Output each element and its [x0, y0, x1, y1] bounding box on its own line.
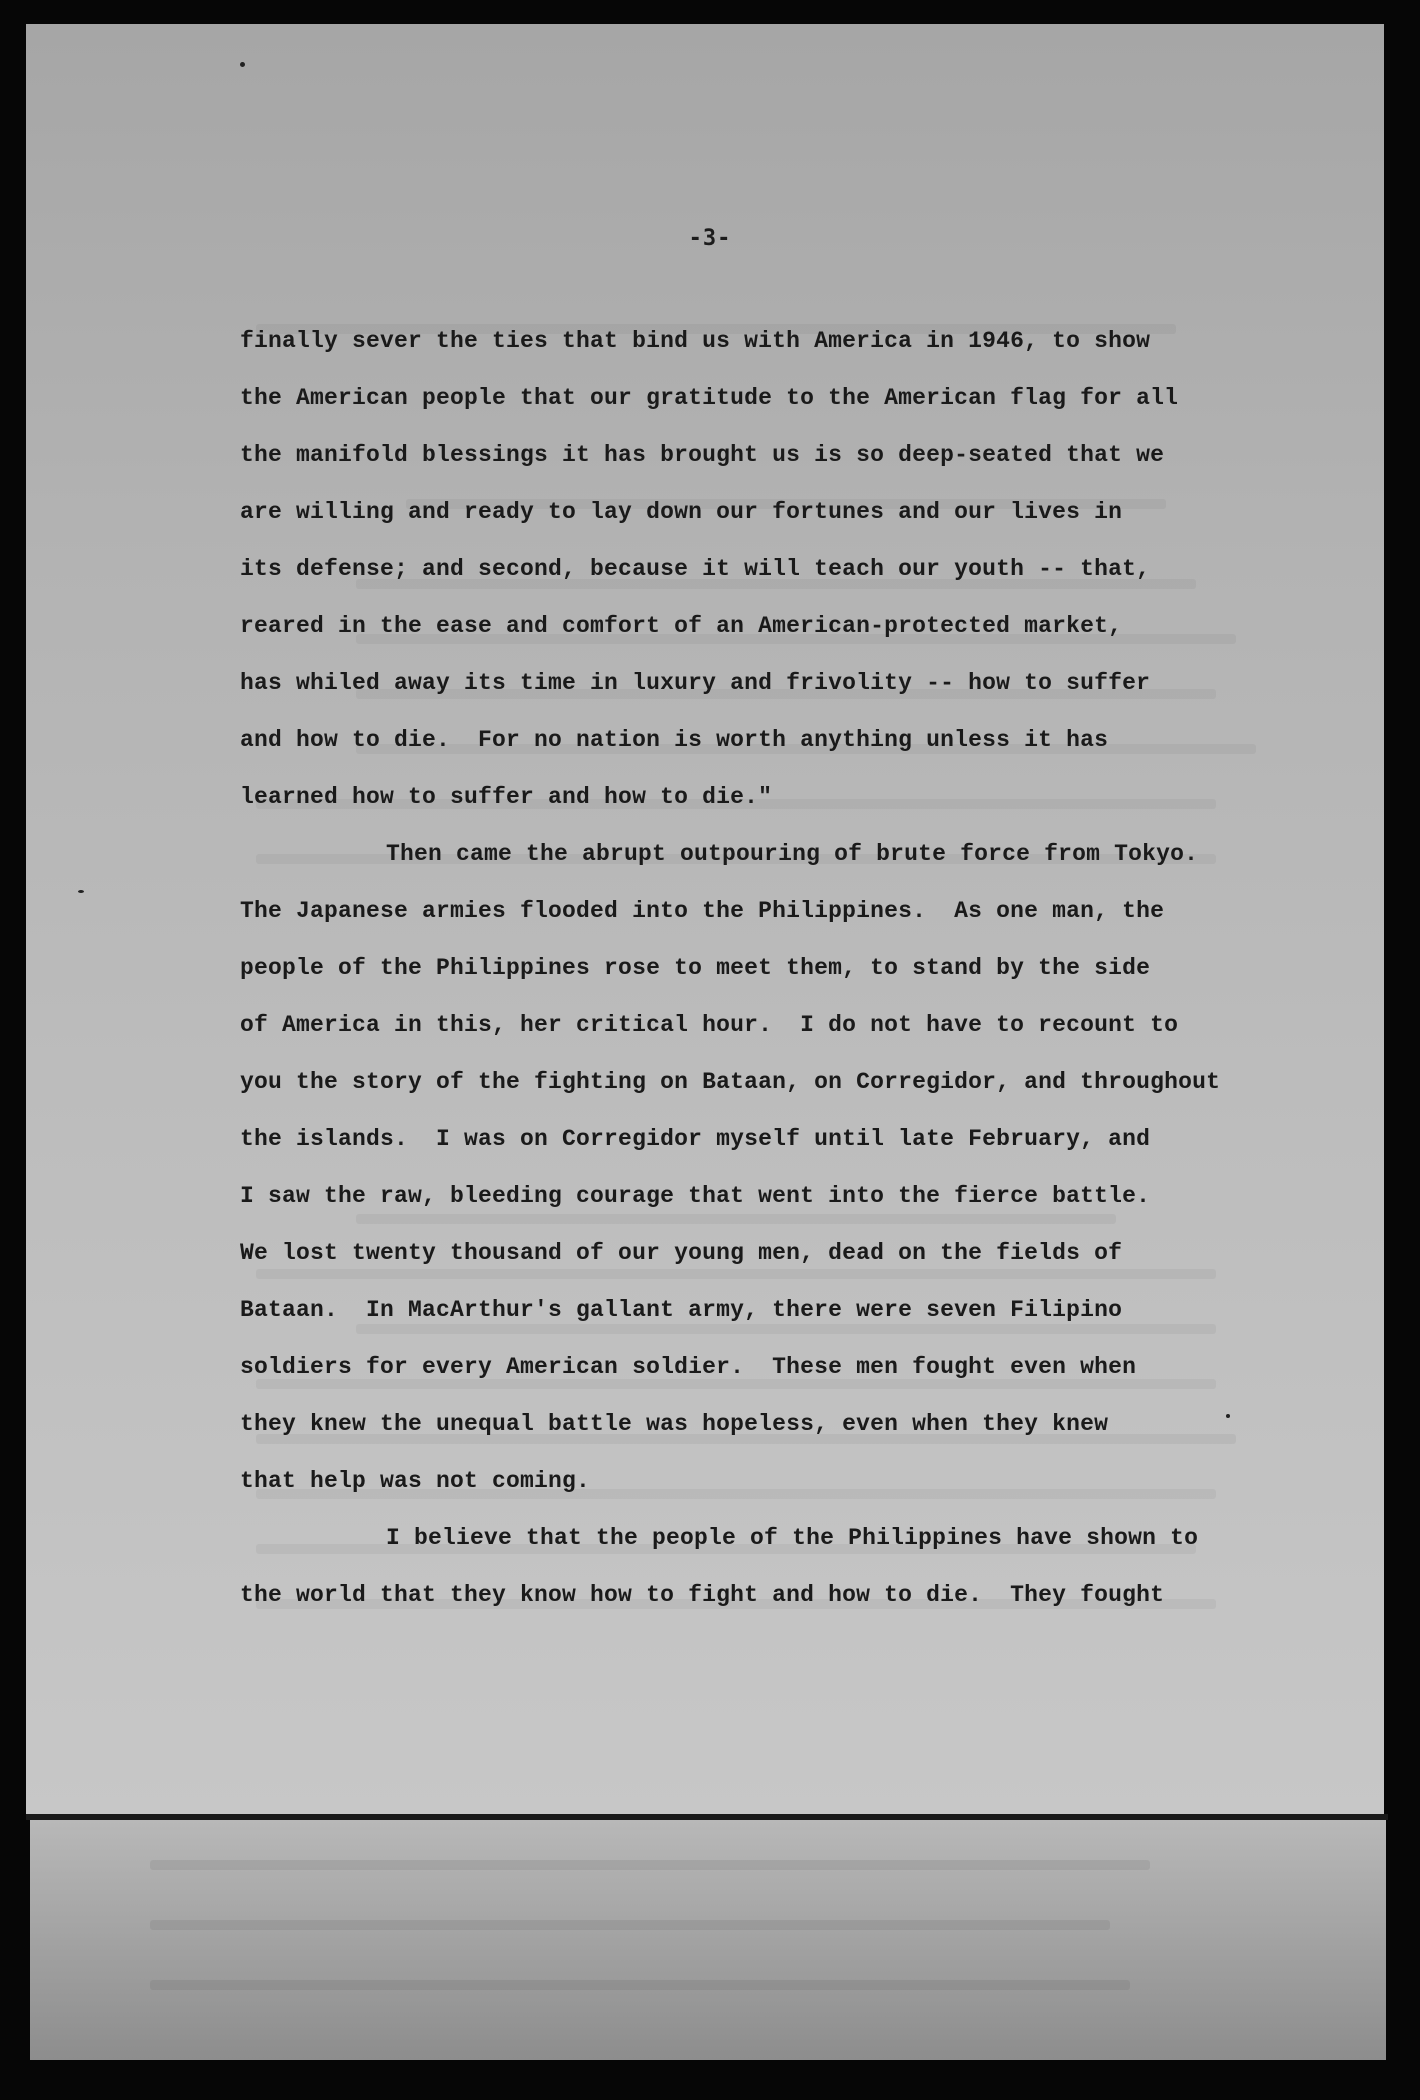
- page-number: -3-: [688, 226, 732, 251]
- text-line: that help was not coming.: [240, 1468, 591, 1494]
- text-line: people of the Philippines rose to meet them, to stand by the side: [240, 955, 1151, 981]
- text-line: We lost twenty thousand of our young men, dead on the fields of: [240, 1240, 1123, 1266]
- text-line: the manifold blessings it has brought us is so deep-seated that we: [240, 442, 1165, 468]
- text-line: reared in the ease and comfort of an American-protected market,: [240, 613, 1123, 639]
- body-text: [240, 313, 1300, 1624]
- text-line: Bataan. In MacArthur's gallant army, there were seven Filipino: [240, 1297, 1123, 1323]
- text-line: The Japanese armies flooded into the Philippines. As one man, the: [240, 898, 1165, 924]
- paragraph-start-line: I believe that the people of the Philippines have shown to: [386, 1525, 1199, 1551]
- text-line: the islands. I was on Corregidor myself until late February, and: [240, 1126, 1151, 1152]
- text-line: they knew the unequal battle was hopeless, even when they knew: [240, 1411, 1109, 1437]
- dust-speck: [240, 62, 245, 67]
- dust-speck: [78, 890, 84, 893]
- text-line: of America in this, her critical hour. I do not have to recount to: [240, 1012, 1179, 1038]
- text-line: are willing and ready to lay down our fortunes and our lives in: [240, 499, 1123, 525]
- text-line: learned how to suffer and how to die.": [240, 784, 773, 810]
- text-line: soldiers for every American soldier. These men fought even when: [240, 1354, 1137, 1380]
- text-line: the world that they know how to fight and how to die. They fought: [240, 1582, 1165, 1608]
- text-line: its defense; and second, because it will teach our youth -- that,: [240, 556, 1151, 582]
- text-line: finally sever the ties that bind us with America in 1946, to show: [240, 328, 1151, 354]
- paragraph-start-line: Then came the abrupt outpouring of brute force from Tokyo.: [386, 841, 1199, 867]
- text-line: the American people that our gratitude to the American flag for all: [240, 385, 1179, 411]
- text-line: I saw the raw, bleeding courage that went into the fierce battle.: [240, 1183, 1151, 1209]
- underlying-page: [30, 1820, 1386, 2060]
- text-line: and how to die. For no nation is worth anything unless it has: [240, 727, 1109, 753]
- text-line: has whiled away its time in luxury and frivolity -- how to suffer: [240, 670, 1151, 696]
- text-line: you the story of the fighting on Bataan, on Corregidor, and throughout: [240, 1069, 1221, 1095]
